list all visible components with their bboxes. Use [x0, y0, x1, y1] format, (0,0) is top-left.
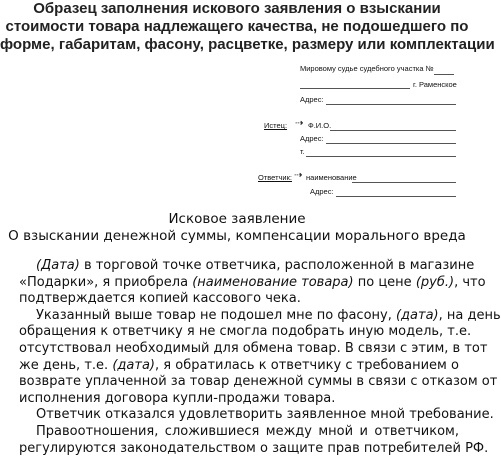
document-subheading: О взыскании денежной суммы, компенсации морального вреда: [8, 228, 466, 244]
defendant-address-line: [336, 196, 456, 197]
arrow-icon: ⇢: [295, 118, 304, 129]
paragraph-legal-basis: Правоотношения, сложившиеся между мной и ответчиком, регулируются законодательством о защите прав потребителей РФ.: [19, 423, 489, 456]
city-suffix: г. Раменское: [413, 80, 457, 89]
price-placeholder: (руб.): [415, 274, 455, 290]
date-placeholder: (дата): [112, 357, 155, 373]
product-placeholder: (наименование товара): [192, 274, 354, 290]
plaintiff-phone-label: т.: [300, 147, 305, 156]
title-line-1: Образец заполнения искового заявления о взыскании: [33, 0, 441, 17]
plaintiff-phone-line: [306, 156, 456, 157]
plaintiff-address-label: Адрес:: [300, 134, 324, 143]
paragraph-defendant-refused: Ответчик отказался удовлетворить заявленное мной требование.: [36, 407, 494, 423]
defendant-label: Ответчик:: [258, 173, 292, 182]
defendant-address-label: Адрес:: [310, 187, 334, 196]
paragraph-purchase: (Дата) в торговой точке ответчика, расположенной в магазине «Подарки», я приобрела (наименование товара) по цене (руб.), что подтверждается копией кассового чека.: [19, 258, 486, 307]
defendant-name-line: [352, 182, 456, 183]
arrow-icon: ⇢: [294, 170, 303, 181]
document-title: [0, 0, 495, 54]
document-heading: Исковое заявление: [168, 211, 306, 227]
paragraph-refusal: Указанный выше товар не подошел мне по фасону, (дата), на день обращения к ответчику я не смогла подобрать иную модель, т.е. отсутствовал необходимый для обмена товар. В связи с этим, в тот же день, т.е. (дата), я обратилась к ответчику с требованием о возврате уплаченной за товар денежной суммы в связи с отказом от исполнения договора купли-продажи товара.: [19, 307, 501, 406]
date-placeholder: (Дата): [36, 258, 80, 273]
court-address-label: Адрес:: [300, 95, 324, 104]
city-line: [300, 88, 410, 89]
title-line-3: форме, габаритам, фасону, расцветке, размеру или комплектации: [0, 36, 495, 53]
plaintiff-label: Истец:: [264, 121, 288, 130]
plaintiff-name-label: Ф.И.О.: [308, 121, 332, 130]
claim-body: [19, 258, 501, 457]
judge-number-line: [434, 74, 454, 75]
court-address-line: [326, 104, 456, 105]
title-line-2: стоимости товара надлежащего качества, не подошедшего по: [5, 18, 469, 35]
plaintiff-name-line: [330, 130, 456, 131]
date-placeholder: (дата): [395, 307, 439, 323]
defendant-name-label: наименование: [306, 173, 357, 182]
judge-label: Мировому судье судебного участка №: [300, 64, 434, 73]
plaintiff-address-line: [326, 143, 456, 144]
